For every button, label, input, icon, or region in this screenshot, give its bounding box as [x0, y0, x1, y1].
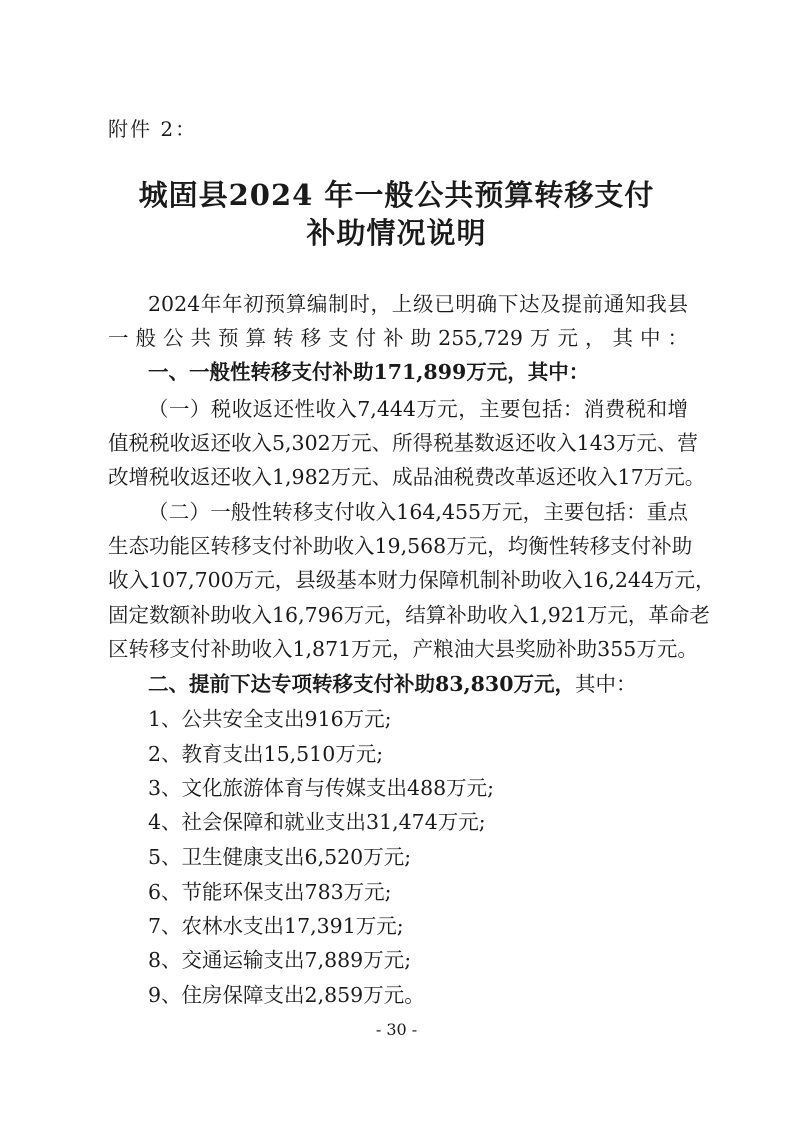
section-heading	[148, 670, 688, 698]
intro-line: 2024年年初预算编制时，上级已明确下达及提前通知我县	[148, 292, 688, 316]
list-item: 8、交通运输支出7,889万元;	[148, 948, 412, 972]
list-item: 5、卫生健康支出6,520万元;	[148, 845, 412, 869]
list-item: 3、文化旅游体育与传媒支出488万元;	[148, 776, 495, 800]
document-title-line2: 补助情况说明	[306, 216, 487, 250]
paragraph-line: 值税税收返还收入5,302万元、所得税基数返还收入143万元、营	[108, 431, 698, 455]
intro-line: 一般公共预算转移支付补助255,729万元，其中：	[108, 326, 688, 350]
list-item: 2、教育支出15,510万元;	[148, 742, 384, 766]
page-number: - 30 -	[375, 1020, 418, 1039]
list-item: 4、社会保障和就业支出31,474万元;	[148, 810, 486, 834]
section-heading-bold: 二、提前下达专项转移支付补助83,830万元，	[148, 672, 575, 696]
attachment-label: 附件 2：	[108, 117, 198, 141]
paragraph-line: 固定数额补助收入16,796万元，结算补助收入1,921万元，革命老	[108, 603, 710, 627]
paragraph-line: 收入107,700万元，县级基本财力保障机制补助收入16,244万元，	[108, 568, 716, 592]
paragraph-line: （一）税收返还性收入7,444万元，主要包括：消费税和增	[148, 397, 688, 421]
list-item: 7、农林水支出17,391万元;	[148, 914, 404, 938]
paragraph-line: 区转移支付补助收入1,871万元，产粮油大县奖励补助355万元。	[108, 637, 698, 661]
list-item: 1、公共安全支出916万元;	[148, 707, 392, 731]
paragraph-line: 生态功能区转移支付补助收入19,568万元，均衡性转移支付补助	[108, 534, 693, 558]
section-heading: 一、一般性转移支付补助171,899万元，其中：	[148, 360, 590, 384]
paragraph-line: （二）一般性转移支付收入164,455万元，主要包括：重点	[148, 500, 688, 524]
section-heading-rest: 其中：	[574, 672, 637, 696]
list-item: 6、节能环保支出783万元;	[148, 880, 392, 904]
document-title-line1: 城固县2024 年一般公共预算转移支付	[138, 178, 655, 212]
paragraph-line: 改增税收返还收入1,982万元、成品油税费改革返还收入17万元。	[108, 465, 706, 489]
list-item: 9、住房保障支出2,859万元。	[148, 983, 425, 1007]
